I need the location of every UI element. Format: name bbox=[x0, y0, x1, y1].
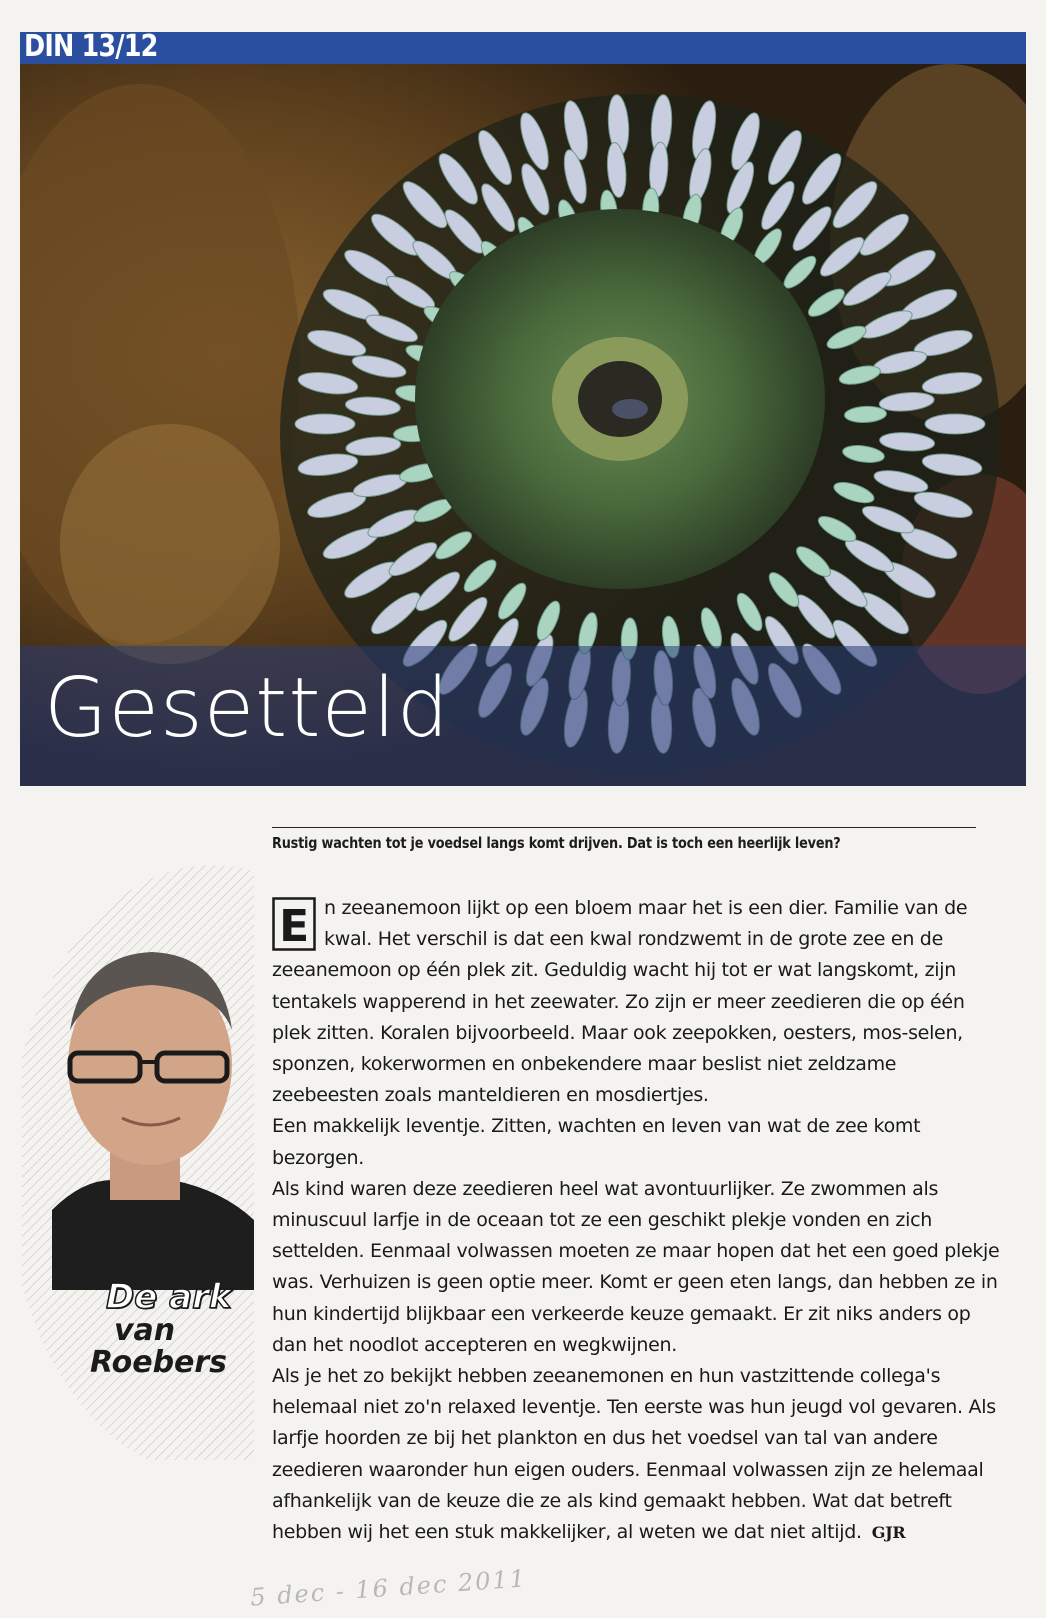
title-band bbox=[20, 646, 1026, 786]
paragraph-4-text: Als je het zo bekijkt hebben zeeanemonen en hun vastzittende collega's helemaal niet zo'n relaxed leventje. Ten eerste was hun jeugd vol gevaren. Als larfje hoorden ze bij het plankton en dus het voedsel van tal van andere zeedieren waaronder hun eigen ouders. Eenmaal volwassen zijn ze helemaal afhankelijk van de keuze die ze als kind gemaakt hebben. Wat dat betreft hebben wij het een stuk makkelijker, al weten we dat niet altijd. bbox=[272, 1365, 996, 1544]
column-brand-line1: De ark bbox=[106, 1277, 232, 1317]
article-title: Gesetteld bbox=[44, 661, 450, 756]
section-label: DIN 13/12 bbox=[24, 29, 158, 64]
column-brand-line2: van bbox=[114, 1313, 176, 1348]
dropcap-letter: E bbox=[279, 901, 309, 951]
dropcap bbox=[272, 897, 316, 951]
paragraph-4 bbox=[272, 1361, 1000, 1548]
article-lead: Rustig wachten tot je voedsel langs komt drijven. Dat is toch een heerlijk leven? bbox=[272, 834, 841, 852]
section-header-bar bbox=[20, 29, 1026, 64]
hero-photo bbox=[20, 64, 1026, 786]
article-body bbox=[272, 893, 1000, 1548]
tentacle bbox=[925, 414, 985, 434]
dropcap-frame-icon bbox=[272, 897, 316, 951]
author-signature: GJR bbox=[871, 1523, 906, 1543]
paragraph-1 bbox=[272, 893, 1000, 1111]
handwritten-note: 5 dec - 16 dec 2011 bbox=[249, 1564, 528, 1612]
column-brand-line3: Roebers bbox=[90, 1345, 228, 1380]
paragraph-2: Een makkelijk leventje. Zitten, wachten en leven van wat de zee komt bezorgen. bbox=[272, 1115, 921, 1169]
paragraph-1-text: n zeeanemoon lijkt op een bloem maar het is een dier. Familie van de kwal. Het verschil is dat een kwal rondzwemt in de grote zee en de zeeanemoon op één plek zit. Geduldig wacht hij tot er wat langskomt, zijn tentakels wapperend in het zeewater. Zo zijn er meer zeedieren die op één plek zitten. Koralen bijvoorbeeld. Maar ook zeepokken, oesters, mos-selen, sponzen, kokerwormen en onbekendere maar beslist niet zeldzame zeebeesten zoals manteldieren en mosdiertjes. bbox=[272, 897, 968, 1107]
column-brand-logo bbox=[84, 1277, 244, 1380]
paragraph-3: Als kind waren deze zeedieren heel wat avontuurlijker. Ze zwommen als minuscuul larfje in de oceaan tot ze een geschikt plekje vonden en zich settelden. Eenmaal volwassen moeten ze maar hopen dat het een goed plekje was. Verhuizen is geen optie meer. Komt er geen eten langs, dan hebben ze in hun kindertijd blijkbaar een verkeerde keuze gemaakt. Er zit niks anders op dan het noodlot accepteren en wegkwijnen. bbox=[272, 1177, 1000, 1356]
tentacle bbox=[295, 414, 355, 434]
lead-divider bbox=[272, 827, 976, 828]
